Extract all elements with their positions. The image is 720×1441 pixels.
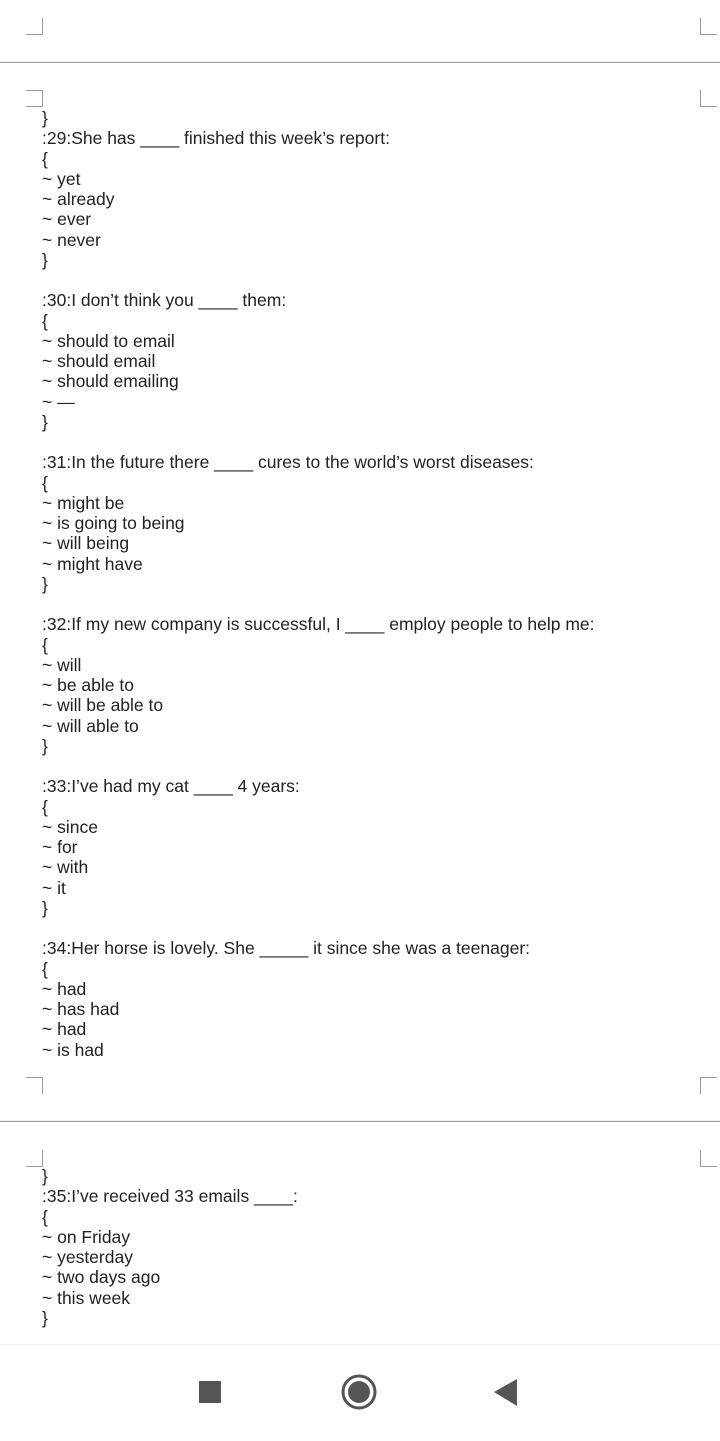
document-line: } <box>42 108 48 128</box>
document-line <box>42 594 702 614</box>
circle-icon <box>311 1345 407 1441</box>
recents-button[interactable] <box>162 1345 258 1441</box>
answer-option: ~ might have <box>42 553 143 574</box>
answer-option: ~ on Friday <box>42 1226 131 1247</box>
answer-option: ~ already <box>42 189 115 209</box>
answer-option: ~ will be able to <box>42 695 164 716</box>
answer-option: ~ had <box>42 1019 87 1040</box>
document-page-1[interactable] <box>42 108 702 1060</box>
document-line: { <box>42 148 48 169</box>
page-corner-mark <box>26 90 43 107</box>
document-line: } <box>42 1166 48 1186</box>
answer-option: ~ for <box>42 837 78 857</box>
page-separator <box>0 1121 720 1122</box>
answer-option: ~ ever <box>42 209 92 230</box>
page-corner-mark <box>700 90 717 107</box>
document-line <box>42 270 702 290</box>
question-30: :30:I don’t think you ____ them: <box>42 290 287 311</box>
document-page-2[interactable] <box>42 1166 702 1328</box>
document-line: } <box>42 573 48 594</box>
page-corner-mark <box>700 18 717 35</box>
answer-option: ~ this week <box>42 1287 131 1308</box>
question-34: :34:Her horse is lovely. She _____ it since she was a teenager: <box>42 938 531 959</box>
square-icon <box>162 1345 258 1441</box>
answer-option: ~ is going to being <box>42 513 185 533</box>
answer-option: ~ is had <box>42 1039 104 1060</box>
page-separator <box>0 62 720 63</box>
page-corner-mark <box>26 1077 43 1094</box>
document-line: } <box>42 249 48 270</box>
back-button[interactable] <box>458 1345 554 1441</box>
page-corner-mark <box>700 1150 717 1167</box>
document-line <box>42 918 702 938</box>
answer-option: ~ since <box>42 816 98 837</box>
document-line: { <box>42 472 48 493</box>
answer-option: ~ two days ago <box>42 1267 161 1288</box>
answer-option: ~ never <box>42 229 101 250</box>
page-corner-mark <box>26 1150 43 1167</box>
document-line <box>42 756 702 776</box>
answer-option: ~ be able to <box>42 675 134 695</box>
answer-option: ~ it <box>42 877 66 898</box>
page-corner-mark <box>26 18 43 35</box>
document-line: { <box>42 634 48 655</box>
document-line: } <box>42 411 48 432</box>
triangle-back-icon <box>458 1345 554 1441</box>
answer-option: ~ should emailing <box>42 371 179 392</box>
answer-option: ~ will able to <box>42 715 139 736</box>
page-corner-mark <box>700 1077 717 1094</box>
question-32: :32:If my new company is successful, I ____ employ people to help me: <box>42 614 595 635</box>
answer-option: ~ will being <box>42 533 130 554</box>
document-line: { <box>42 796 48 817</box>
navigation-bar <box>0 1344 720 1441</box>
document-line: } <box>42 1307 48 1328</box>
answer-option: ~ should to email <box>42 330 175 351</box>
answer-option: ~ had <box>42 978 87 999</box>
answer-option: ~ will <box>42 654 82 675</box>
answer-option: ~ should email <box>42 351 156 371</box>
answer-option: ~ — <box>42 391 75 412</box>
home-button[interactable] <box>311 1345 407 1441</box>
document-line: } <box>42 897 48 918</box>
document-line: { <box>42 310 48 331</box>
answer-option: ~ yesterday <box>42 1247 133 1267</box>
document-line: { <box>42 958 48 979</box>
question-35: :35:I’ve received 33 emails ____: <box>42 1186 298 1207</box>
question-33: :33:I’ve had my cat ____ 4 years: <box>42 776 300 797</box>
document-line: } <box>42 735 48 756</box>
answer-option: ~ yet <box>42 168 81 189</box>
document-line <box>42 432 702 452</box>
question-31: :31:In the future there ____ cures to the world’s worst diseases: <box>42 452 534 473</box>
question-29: :29:She has ____ finished this week’s report: <box>42 128 390 149</box>
document-line: { <box>42 1206 48 1227</box>
answer-option: ~ with <box>42 857 89 878</box>
answer-option: ~ might be <box>42 492 125 513</box>
answer-option: ~ has had <box>42 999 120 1019</box>
